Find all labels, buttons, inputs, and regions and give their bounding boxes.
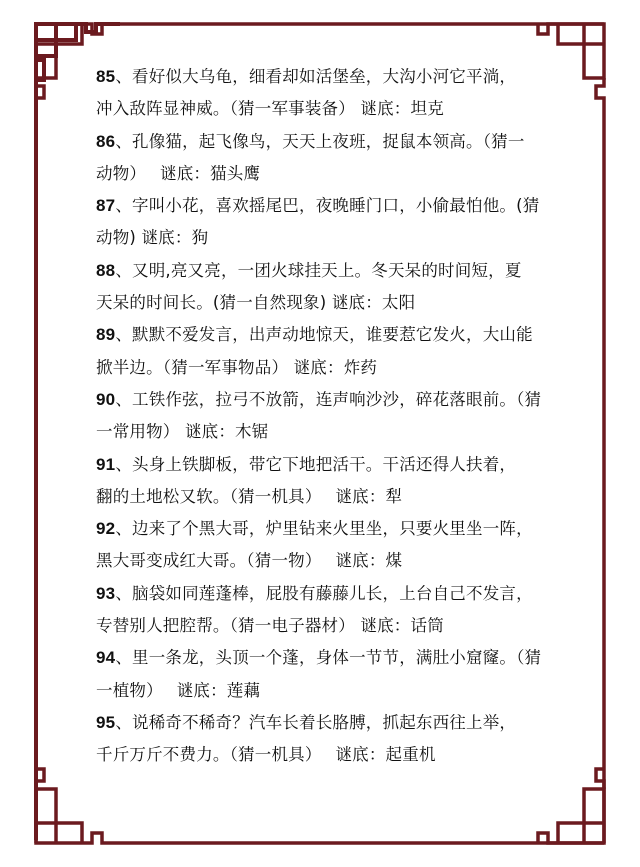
riddle-line bbox=[96, 610, 566, 642]
riddle-item bbox=[96, 384, 566, 449]
riddle-item bbox=[96, 190, 566, 255]
riddle-line bbox=[96, 319, 566, 351]
riddle-line bbox=[96, 255, 566, 287]
riddle-number: 94 bbox=[96, 648, 116, 668]
riddle-text: 专替别人把腔帮。（猜一电子器材） 谜底：话筒 bbox=[96, 616, 444, 636]
riddle-text: 、工铁作弦，拉弓不放箭，连声响沙沙，碎花落眼前。（猜 bbox=[115, 389, 542, 409]
riddle-number: 86 bbox=[96, 131, 116, 151]
riddle-text: 冲入敌阵显神威。（猜一军事装备） 谜底：坦克 bbox=[96, 99, 444, 119]
riddle-line bbox=[96, 449, 566, 481]
riddle-list bbox=[96, 61, 566, 772]
riddle-text: 、头身上铁脚板，带它下地把活干。干活还得人扶着， bbox=[115, 454, 517, 474]
riddle-text: 、说稀奇不稀奇？汽车长着长胳膊，抓起东西往上举， bbox=[115, 712, 517, 732]
riddle-number: 91 bbox=[96, 454, 116, 474]
riddle-line bbox=[96, 384, 566, 416]
riddle-line bbox=[96, 190, 566, 222]
riddle-line bbox=[96, 61, 566, 93]
riddle-item bbox=[96, 578, 566, 643]
riddle-line bbox=[96, 352, 566, 384]
riddle-item bbox=[96, 126, 566, 191]
riddle-line bbox=[96, 126, 566, 158]
riddle-line bbox=[96, 642, 566, 674]
riddle-item bbox=[96, 255, 566, 320]
riddle-number: 89 bbox=[96, 325, 116, 345]
riddle-line bbox=[96, 287, 566, 319]
riddle-line bbox=[96, 578, 566, 610]
riddle-item bbox=[96, 319, 566, 384]
riddle-item bbox=[96, 642, 566, 707]
riddle-line bbox=[96, 158, 566, 190]
riddle-text: 、边来了个黑大哥，炉里钻来火里坐，只要火里坐一阵， bbox=[115, 519, 533, 539]
riddle-number: 85 bbox=[96, 67, 116, 86]
riddle-line bbox=[96, 545, 566, 577]
riddle-line bbox=[96, 739, 566, 771]
riddle-number: 88 bbox=[96, 260, 116, 280]
riddle-text: 、孔像猫，起飞像鸟，天天上夜班，捉鼠本领高。（猜一 bbox=[115, 131, 525, 151]
riddle-item bbox=[96, 449, 566, 514]
riddle-text: 千斤万斤不费力。（猜一机具） 谜底：起重机 bbox=[96, 745, 436, 765]
riddle-text: 掀半边。（猜一军事物品） 谜底：炸药 bbox=[96, 357, 378, 377]
riddle-line bbox=[96, 93, 566, 125]
riddle-line bbox=[96, 707, 566, 739]
riddle-line bbox=[96, 675, 566, 707]
riddle-text: 黑大哥变成红大哥。（猜一物） 谜底：煤 bbox=[96, 551, 403, 571]
riddle-number: 93 bbox=[96, 583, 116, 603]
riddle-line bbox=[96, 513, 566, 545]
riddle-line bbox=[96, 222, 566, 254]
riddle-text: 、脑袋如同莲蓬棒，屁股有藤藤儿长，上台自己不发言， bbox=[115, 583, 533, 603]
riddle-text: 、看好似大乌龟，细看却如活堡垒，大沟小河它平淌， bbox=[115, 67, 517, 86]
riddle-line bbox=[96, 481, 566, 513]
riddle-text: 翻的土地松又软。（猜一机具） 谜底：犁 bbox=[96, 486, 403, 506]
riddle-number: 95 bbox=[96, 712, 116, 732]
riddle-number: 92 bbox=[96, 519, 116, 539]
riddle-text: 一常用物） 谜底：木锯 bbox=[96, 422, 269, 442]
riddle-text: 、字叫小花，喜欢摇尾巴，夜晚睡门口，小偷最怕他。(猜 bbox=[115, 196, 540, 216]
riddle-number: 87 bbox=[96, 196, 116, 216]
riddle-text: 天呆的时间长。(猜一自然现象) 谜底：太阳 bbox=[96, 293, 416, 313]
riddle-text: 、默默不爱发言，出声动地惊天，谁要惹它发火，大山能 bbox=[115, 325, 533, 345]
riddle-text: 、里一条龙，头顶一个蓬，身体一节节，满肚小窟窿。（猜 bbox=[115, 648, 542, 668]
riddle-item bbox=[96, 61, 566, 126]
riddle-text: 一植物） 谜底：莲藕 bbox=[96, 680, 261, 700]
riddle-text: 动物) 谜底：狗 bbox=[96, 228, 209, 248]
riddle-line bbox=[96, 416, 566, 448]
riddle-item bbox=[96, 513, 566, 578]
riddle-item bbox=[96, 707, 566, 772]
riddle-text: 、又明,亮又亮，一团火球挂天上。冬天呆的时间短，夏 bbox=[115, 260, 522, 280]
riddle-text: 动物） 谜底：猫头鹰 bbox=[96, 163, 261, 183]
riddle-number: 90 bbox=[96, 389, 116, 409]
